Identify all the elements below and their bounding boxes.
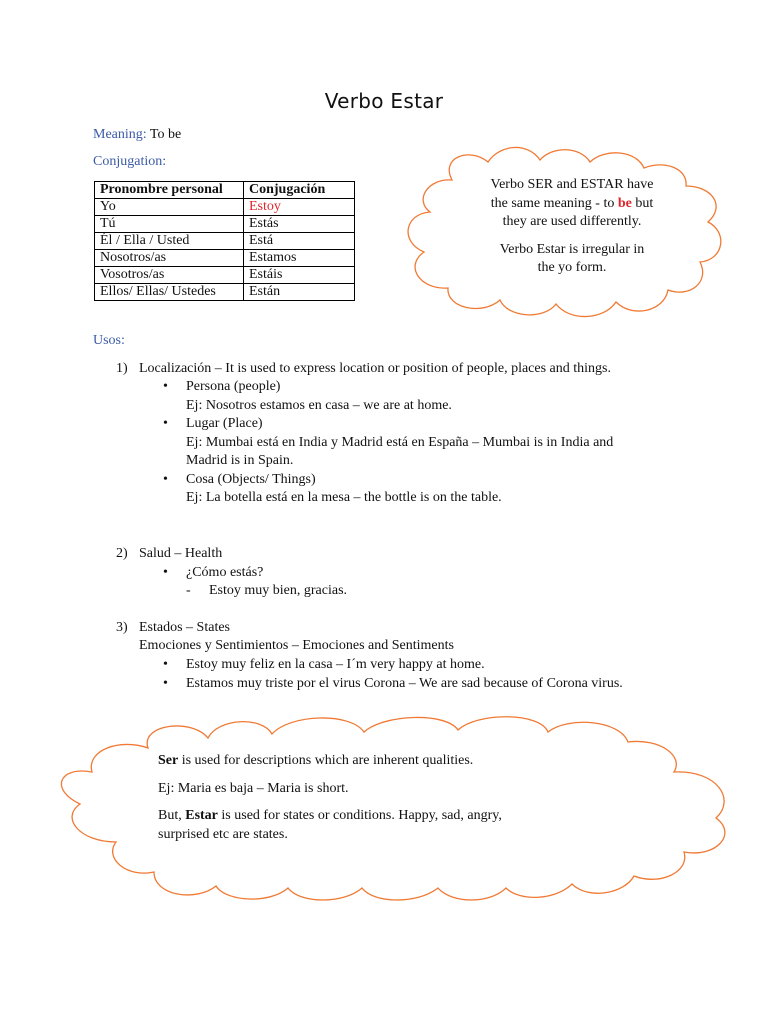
bullet-item: • Estamos muy triste por el virus Corona – We are sad because of Corona virus. xyxy=(186,675,623,694)
table-cell: Ellos/ Ellas/ Ustedes xyxy=(95,284,244,301)
cloud-bottom-line xyxy=(158,752,628,771)
meaning-value: To be xyxy=(149,127,182,142)
table-cell: Estamos xyxy=(244,250,355,267)
list-number: 2) xyxy=(116,546,128,561)
dash-marker: - xyxy=(186,583,191,598)
subheading: Emociones y Sentimientos – Emociones and Sentiments xyxy=(139,638,454,653)
cloud-top-line: the yo form. xyxy=(537,260,607,275)
highlight-be: be xyxy=(617,195,632,211)
table-cell: Estáis xyxy=(244,267,355,284)
table-cell: Están xyxy=(244,284,355,301)
cloud-top-line: Verbo SER and ESTAR have xyxy=(490,177,654,192)
cloud-bottom-line: surprised etc are states. xyxy=(158,826,288,842)
cloud-bottom-line: Ej: Maria es baja – Maria is short. xyxy=(158,780,349,796)
cloud-bottom-text xyxy=(158,752,628,844)
cloud-bottom-line xyxy=(158,807,628,826)
table-cell: Estoy xyxy=(244,199,355,216)
list-item-heading: Salud – Health xyxy=(139,546,223,561)
meaning-label: Meaning: xyxy=(93,127,147,142)
bullet-item: • Estoy muy feliz en la casa – I´m very happy at home. xyxy=(186,656,485,675)
bullet-item: • Lugar (Place) xyxy=(186,415,263,434)
answer-text: Estoy muy bien, gracias. xyxy=(209,583,348,598)
estar-keyword: Estar xyxy=(185,808,218,823)
bullet-item: • Cosa (Objects/ Things) xyxy=(186,471,316,490)
table-cell: Nosotros/as xyxy=(95,250,244,267)
conjugation-label: Conjugation: xyxy=(93,154,167,169)
cloud-bottom-text-segment: is used for states or conditions. Happy, sad, angry, xyxy=(217,808,502,823)
cloud-top-line: they are used differently. xyxy=(502,214,642,229)
cloud-top-line: Verbo Estar is irregular in xyxy=(499,241,645,257)
example-text: Ej: La botella está en la mesa – the bottle is on the table. xyxy=(186,490,502,505)
table-cell: Está xyxy=(244,233,355,250)
example-text: Ej: Nosotros estamos en casa – we are at home. xyxy=(186,398,452,413)
list-item-heading: Localización – It is used to express location or position of people, places and things. xyxy=(139,361,611,376)
cloud-top-text-segment: the same meaning - to xyxy=(490,195,618,211)
table-cell: Vosotros/as xyxy=(95,267,244,284)
cloud-bottom-text-segment: is used for descriptions which are inherent qualities. xyxy=(178,753,474,768)
list-item-heading: Estados – States xyxy=(139,620,230,635)
list-number: 1) xyxy=(116,361,128,376)
table-cell: Él / Ella / Usted xyxy=(95,233,244,250)
bullet-item: • ¿Cómo estás? xyxy=(186,564,263,583)
table-cell: Estás xyxy=(244,216,355,233)
usos-label: Usos: xyxy=(93,333,125,348)
list-number: 3) xyxy=(116,620,128,635)
table-header: Conjugación xyxy=(244,182,355,199)
cloud-top-text-segment: but xyxy=(631,195,654,211)
example-text: Ej: Mumbai está en India y Madrid está en España – Mumbai is in India and xyxy=(186,435,614,450)
bullet-item: • Persona (people) xyxy=(186,378,280,397)
page-title: Verbo Estar xyxy=(324,89,444,113)
table-cell: Tú xyxy=(95,216,244,233)
example-text: Madrid is in Spain. xyxy=(186,453,294,468)
cloud-bottom-text-segment: But, xyxy=(158,808,186,823)
ser-keyword: Ser xyxy=(158,753,179,768)
table-cell: Yo xyxy=(95,199,244,216)
table-header: Pronombre personal xyxy=(95,182,244,199)
